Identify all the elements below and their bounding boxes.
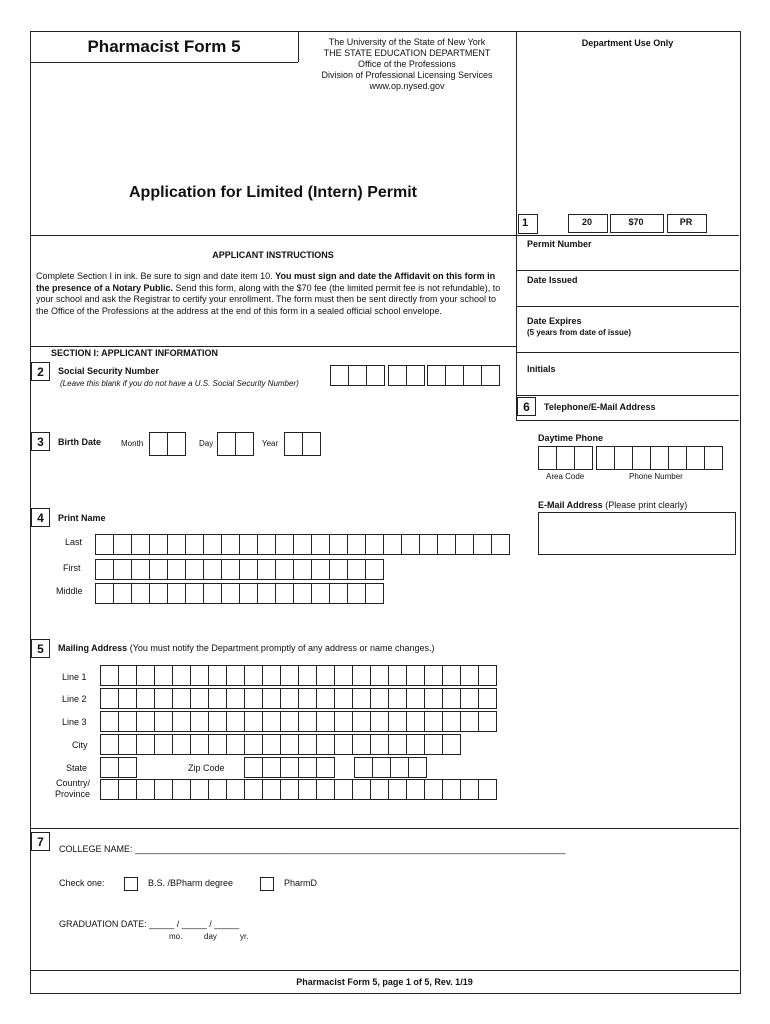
middle-name-boxes[interactable] bbox=[95, 583, 384, 604]
ssn-boxes-1[interactable] bbox=[330, 365, 385, 386]
instructions-text-part2: Send this form, along with the $70 fee (the limited permit fee is not refundable), to your school and ask the Registrar to certify your enrollment. The form must then be sent directly from your school to the Office of the Professions at the address at the end of this form in a sealed official school envelope. bbox=[36, 282, 501, 316]
code-fee: $70 bbox=[628, 217, 644, 227]
pharmd-checkbox[interactable] bbox=[260, 877, 274, 891]
section1-title: SECTION I: APPLICANT INFORMATION bbox=[51, 348, 218, 358]
date-expires-note: (5 years from date of issue) bbox=[527, 328, 632, 337]
birth-month-boxes[interactable] bbox=[149, 432, 186, 456]
bpharm-label: B.S. /BPharm degree bbox=[148, 878, 234, 888]
page-footer: Pharmacist Form 5, page 1 of 5, Rev. 1/19 bbox=[296, 977, 473, 987]
agency-line-2: THE STATE EDUCATION DEPARTMENT bbox=[323, 48, 491, 58]
country-label bbox=[50, 778, 90, 800]
code-num: 1 bbox=[522, 217, 529, 229]
item-6-number: 6 bbox=[517, 397, 536, 416]
item-2-number: 2 bbox=[31, 362, 50, 381]
email-address-note: (Please print clearly) bbox=[605, 500, 688, 510]
last-label: Last bbox=[65, 537, 83, 547]
agency-line-1: The University of the State of New York bbox=[328, 37, 486, 47]
state-label: State bbox=[66, 763, 88, 773]
line1-label: Line 1 bbox=[62, 672, 87, 682]
section1-top-line bbox=[30, 346, 516, 347]
code-pr: PR bbox=[679, 217, 693, 227]
agency-line-4: Division of Professional Licensing Services bbox=[321, 70, 493, 80]
state-boxes[interactable] bbox=[100, 757, 137, 778]
phone-number-boxes[interactable] bbox=[596, 446, 723, 470]
print-name-label: Print Name bbox=[58, 513, 106, 523]
agency-url: www.op.nysed.gov bbox=[369, 81, 445, 91]
instructions-text bbox=[36, 271, 510, 317]
item-5-number: 5 bbox=[31, 639, 50, 658]
email-address-label bbox=[538, 500, 687, 510]
zip-boxes-1[interactable] bbox=[244, 757, 335, 778]
pharmd-label: PharmD bbox=[284, 878, 318, 888]
title-box-edge bbox=[298, 31, 299, 62]
check-one-label: Check one: bbox=[59, 878, 105, 888]
last-name-boxes[interactable] bbox=[95, 534, 510, 555]
birth-date-label: Birth Date bbox=[58, 437, 102, 447]
first-name-boxes[interactable] bbox=[95, 559, 384, 580]
department-divider bbox=[516, 31, 517, 420]
telephone-email-title: Telephone/E-Mail Address bbox=[544, 402, 656, 412]
area-code-boxes[interactable] bbox=[538, 446, 593, 470]
permit-number-label: Permit Number bbox=[527, 239, 592, 249]
line3-label: Line 3 bbox=[62, 717, 87, 727]
line2-label: Line 2 bbox=[62, 694, 87, 704]
zip-boxes-2[interactable] bbox=[354, 757, 427, 778]
first-label: First bbox=[63, 563, 81, 573]
item-3-number: 3 bbox=[31, 432, 50, 451]
ssn-boxes-2[interactable] bbox=[388, 365, 425, 386]
day-label: Day bbox=[199, 439, 214, 448]
address-line1-boxes[interactable] bbox=[100, 665, 497, 686]
dept-line-4 bbox=[516, 395, 739, 396]
year-label: Year bbox=[262, 439, 279, 448]
month-label: Month bbox=[121, 439, 144, 448]
item-7-number: 7 bbox=[31, 832, 50, 851]
email-address-bold: E-Mail Address bbox=[538, 500, 603, 510]
city-label: City bbox=[72, 740, 88, 750]
application-title: Application for Limited (Intern) Permit bbox=[128, 184, 417, 201]
daytime-phone-label: Daytime Phone bbox=[538, 433, 604, 443]
phone-number-label: Phone Number bbox=[629, 472, 683, 481]
country-boxes[interactable] bbox=[100, 779, 497, 800]
header-bottom-line bbox=[30, 235, 739, 236]
mailing-address-bold: Mailing Address bbox=[58, 643, 128, 653]
ssn-boxes-3[interactable] bbox=[427, 365, 500, 386]
graduation-date-line: GRADUATION DATE: _____ / _____ / _____ bbox=[59, 919, 240, 929]
birth-day-boxes[interactable] bbox=[217, 432, 254, 456]
grad-day-label: day bbox=[204, 932, 217, 941]
footer-line bbox=[30, 970, 739, 971]
grad-mo-label: mo. bbox=[169, 932, 183, 941]
ssn-label: Social Security Number bbox=[58, 366, 160, 376]
date-expires-label: Date Expires bbox=[527, 316, 582, 326]
address-line3-boxes[interactable] bbox=[100, 711, 497, 732]
ssn-note: (Leave this blank if you do not have a U.S. Social Security Number) bbox=[60, 379, 299, 388]
form-title: Pharmacist Form 5 bbox=[87, 37, 241, 56]
country-label-line2: Province bbox=[54, 789, 90, 799]
middle-label: Middle bbox=[56, 586, 83, 596]
area-code-label: Area Code bbox=[546, 472, 585, 481]
dept-line-1 bbox=[516, 270, 739, 271]
mailing-address-note: (You must notify the Department promptly of any address or name changes.) bbox=[129, 643, 435, 653]
zip-label: Zip Code bbox=[188, 763, 225, 773]
address-line2-boxes[interactable] bbox=[100, 688, 497, 709]
instructions-heading: APPLICANT INSTRUCTIONS bbox=[212, 250, 334, 260]
department-use-title: Department Use Only bbox=[581, 38, 674, 48]
date-issued-label: Date Issued bbox=[527, 275, 578, 285]
email-input[interactable] bbox=[538, 512, 736, 555]
item7-top-line bbox=[30, 828, 739, 829]
birth-year-boxes[interactable] bbox=[284, 432, 321, 456]
initials-label: Initials bbox=[527, 364, 556, 374]
mailing-address-label bbox=[58, 643, 435, 653]
item-4-number: 4 bbox=[31, 508, 50, 527]
title-divider bbox=[30, 62, 298, 63]
agency-line-3: Office of the Professions bbox=[358, 59, 456, 69]
instructions-text-part1: Complete Section I in ink. Be sure to sign and date item 10. bbox=[36, 271, 276, 281]
grad-yr-label: yr. bbox=[240, 932, 249, 941]
code-year: 20 bbox=[581, 217, 592, 227]
item6-bottom-line bbox=[516, 420, 739, 421]
bpharm-checkbox[interactable] bbox=[124, 877, 138, 891]
agency-block bbox=[300, 37, 514, 92]
dept-line-2 bbox=[516, 306, 739, 307]
instructions-text-bold: You must sign and date the Affidavit on this form in the presence of a Notary Public. bbox=[36, 271, 496, 293]
college-name-line: COLLEGE NAME: ______________________________________________________________________________________ bbox=[59, 844, 566, 854]
country-label-line1: Country/ bbox=[55, 778, 90, 788]
city-boxes[interactable] bbox=[100, 734, 461, 755]
dept-line-3 bbox=[516, 352, 739, 353]
